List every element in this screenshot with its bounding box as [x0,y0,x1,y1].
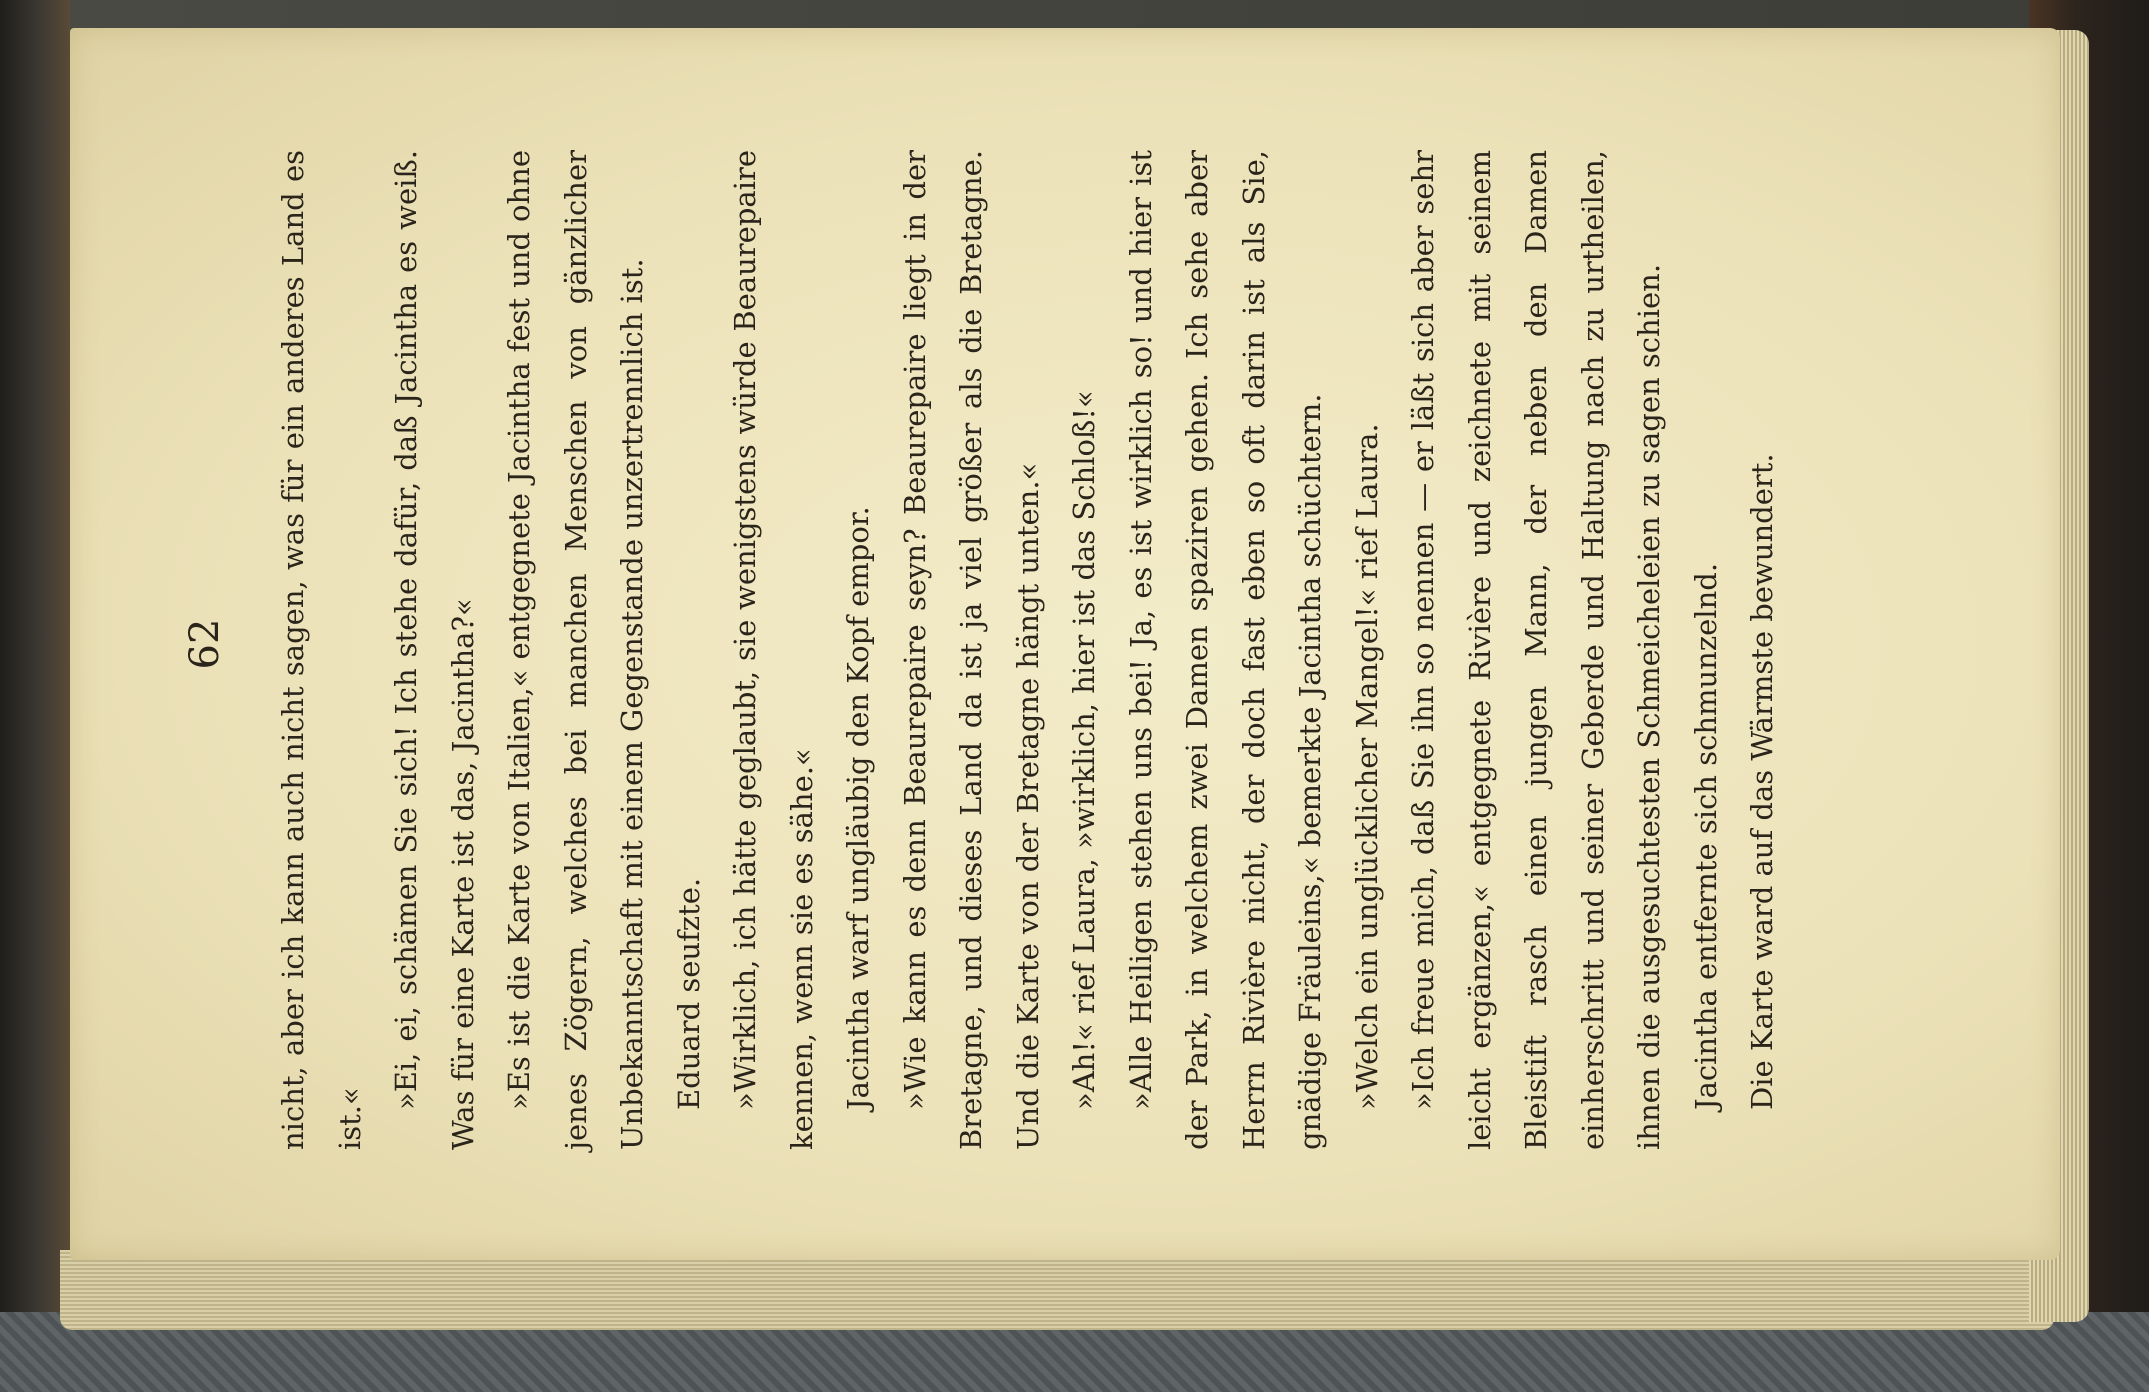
paragraph: »Ei, ei, schämen Sie sich! Ich stehe dafür, daß Jacintha es weiß. Was für eine Karte ist das, Jacintha?« [389,150,480,1150]
page-edges-bottom [60,1250,2054,1330]
paragraph: »Ah!« rief Laura, »wirklich, hier ist das Schloß!« [1067,390,1101,1110]
paragraph: nicht, aber ich kann auch nicht sagen, was für ein anderes Land es ist.« [276,150,367,1150]
paragraph: »Welch ein unglücklicher Mangel!« rief Laura. [1349,423,1384,1110]
paragraph: »Ich freue mich, daß Sie ihn so nennen — er läßt sich aber sehr leicht ergänzen,« entgegnete Rivière und zeichnete mit seinem Bleistift rasch einen jungen Mann, der neben den Damen einherschritt und seiner Geberde und Haltung nach zu urtheilen, ihnen die ausgesuchtesten Schmeicheleien zu sagen schien. [1406,150,1666,1150]
book-page [70,28,2060,1260]
book-cover-left [0,0,70,1392]
paragraph: »Wie kann es denn Beaurepaire seyn? Beaurepaire liegt in der Bretagne, und dieses Land da ist ja viel größer als die Bretagne. Und die Karte von der Bretagne hängt unten.« [897,150,1045,1150]
body-text [265,150,1791,1150]
paragraph: »Wirklich, ich hätte geglaubt, sie wenigstens würde Beaurepaire kennen, wenn sie es sähe.« [728,150,819,1150]
paragraph: »Alle Heiligen stehen uns bei! Ja, es ist wirklich so! und hier ist der Park, in welchem zwei Damen spaziren gehen. Ich sehe aber Herrn Rivière nicht, der doch fast eben so oft darin ist als Sie, gnädige Fräuleins,« bemerkte Jacintha schüchtern. [1123,150,1327,1150]
page-number: 62 [182,618,228,670]
paragraph: Jacintha warf ungläubig den Kopf empor. [841,506,875,1110]
rotated-text-block [70,28,2060,1260]
paragraph: Jacintha entfernte sich schmunzelnd. [1688,562,1723,1110]
paragraph: Eduard seufzte. [671,877,706,1110]
paragraph: »Es ist die Karte von Italien,« entgegnete Jacintha fest und ohne jenes Zögern, welches bei manchen Menschen von gänzlicher Unbekanntschaft mit einem Gegenstande unzertrennlich ist. [502,150,649,1150]
paragraph: Die Karte ward auf das Wärmste bewundert. [1745,453,1779,1110]
